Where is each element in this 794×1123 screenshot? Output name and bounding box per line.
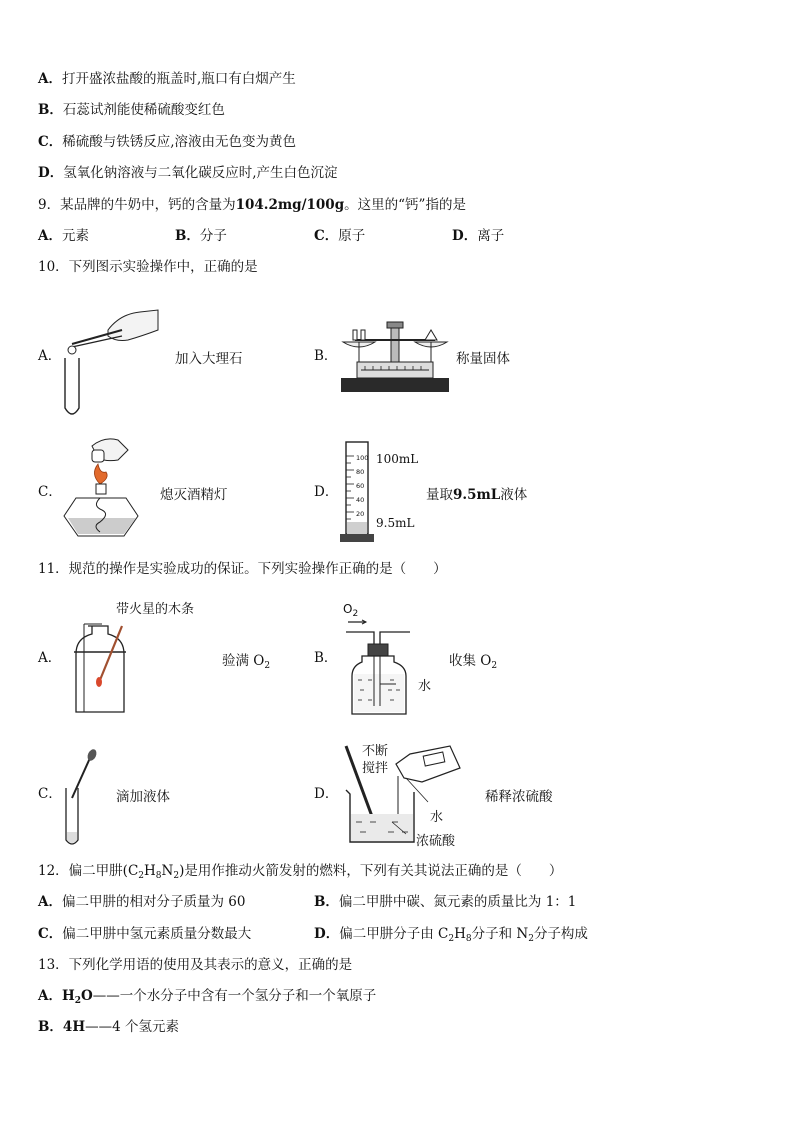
q11-c-dropper-tube-figure — [62, 748, 102, 848]
q12-option-c: C．偏二甲肼中氢元素质量分数最大 — [38, 926, 252, 942]
q8-option-b: B．石蕊试剂能使稀硫酸变红色 — [38, 102, 225, 118]
q8-option-c: C．稀硫酸与铁锈反应,溶液由无色变为黄色 — [38, 134, 297, 150]
q10-option-c-letter: C． — [38, 484, 62, 500]
q10-option-b-letter: B． — [314, 348, 338, 364]
q13-stem: 13．下列化学用语的使用及其表示的意义，正确的是 — [38, 957, 353, 973]
q11-d-stir-label-1: 不断 — [362, 744, 389, 759]
q9-stem: 9．某品牌的牛奶中，钙的含量为104.2mg/100g。这里的“钙”指的是 — [38, 197, 466, 213]
q10-b-balance-figure — [335, 318, 455, 394]
q11-b-caption: 收集 $O_2$ — [449, 653, 498, 671]
q10-d-cylinder-top-label: 100mL — [376, 452, 419, 466]
q10-c-caption: 熄灭酒精灯 — [160, 487, 228, 503]
q11-d-caption: 稀释浓硫酸 — [485, 789, 553, 805]
q9-option-c: C．原子 — [314, 228, 366, 244]
q8-option-d: D．氢氧化钠溶液与二氧化碳反应时,产生白色沉淀 — [38, 165, 338, 181]
q11-a-caption: 验满 $O_2$ — [222, 653, 271, 671]
q11-option-d-letter: D． — [314, 786, 339, 802]
q11-d-acid-label: 浓硫酸 — [416, 834, 456, 849]
q10-b-caption: 称量固体 — [456, 351, 510, 367]
q11-stem: 11．规范的操作是实验成功的保证。下列实验操作正确的是（ ） — [38, 561, 447, 577]
q11-b-water-label: 水 — [418, 679, 432, 694]
q9-option-a: A．元素 — [38, 228, 89, 244]
q10-d-caption: 量取9.5mL液体 — [426, 487, 528, 503]
q10-a-tube-tongs-figure — [60, 300, 160, 420]
q10-option-a-letter: A． — [38, 348, 62, 364]
q11-option-c-letter: C． — [38, 786, 62, 802]
q11-c-caption: 滴加液体 — [116, 789, 170, 805]
q10-stem: 10．下列图示实验操作中，正确的是 — [38, 259, 258, 275]
q12-option-d: D．偏二甲肼分子由 $C_2H_8$分子和 $N_2$分子构成 — [314, 926, 588, 944]
q12-option-a: A．偏二甲肼的相对分子质量为 60 — [38, 894, 246, 910]
q11-b-gas-label: $O_2$ — [343, 602, 359, 619]
q10-a-caption: 加入大理石 — [175, 351, 243, 367]
q13-option-a: A．$H_2O——$一个水分子中含有一个氢分子和一个氧原子 — [38, 988, 377, 1006]
q11-option-a-letter: A． — [38, 650, 62, 666]
q9-option-b: B．分子 — [175, 228, 227, 244]
q10-d-tick-labels: 100 80 60 40 20 — [356, 454, 369, 518]
q11-option-b-letter: B． — [314, 650, 338, 666]
q11-a-fig-label: 带火星的木条 — [116, 602, 195, 617]
q10-d-cylinder-bottom-label: 9.5mL — [376, 516, 415, 530]
q8-option-a: A．打开盛浓盐酸的瓶盖时,瓶口有白烟产生 — [38, 71, 296, 87]
q11-b-collection-bottle-figure — [344, 618, 414, 718]
q12-stem: 12．偏二甲肼$(C_2H_8N_2)$是用作推动火箭发射的燃料，下列有关其说法正确的是（ ） — [38, 863, 563, 881]
q10-option-d-letter: D． — [314, 484, 339, 500]
q13-option-b: B．4H——4 个氢元素 — [38, 1019, 179, 1035]
q11-a-gas-bottle-figure — [72, 618, 128, 716]
q9-option-d: D．离子 — [452, 228, 505, 244]
q12-option-b: B．偏二甲肼中碳、氮元素的质量比为 1：1 — [314, 894, 577, 910]
q11-d-water-label: 水 — [430, 810, 444, 825]
q10-c-alcohol-lamp-figure — [62, 436, 144, 540]
q11-d-stir-label-2: 搅拌 — [362, 761, 389, 776]
